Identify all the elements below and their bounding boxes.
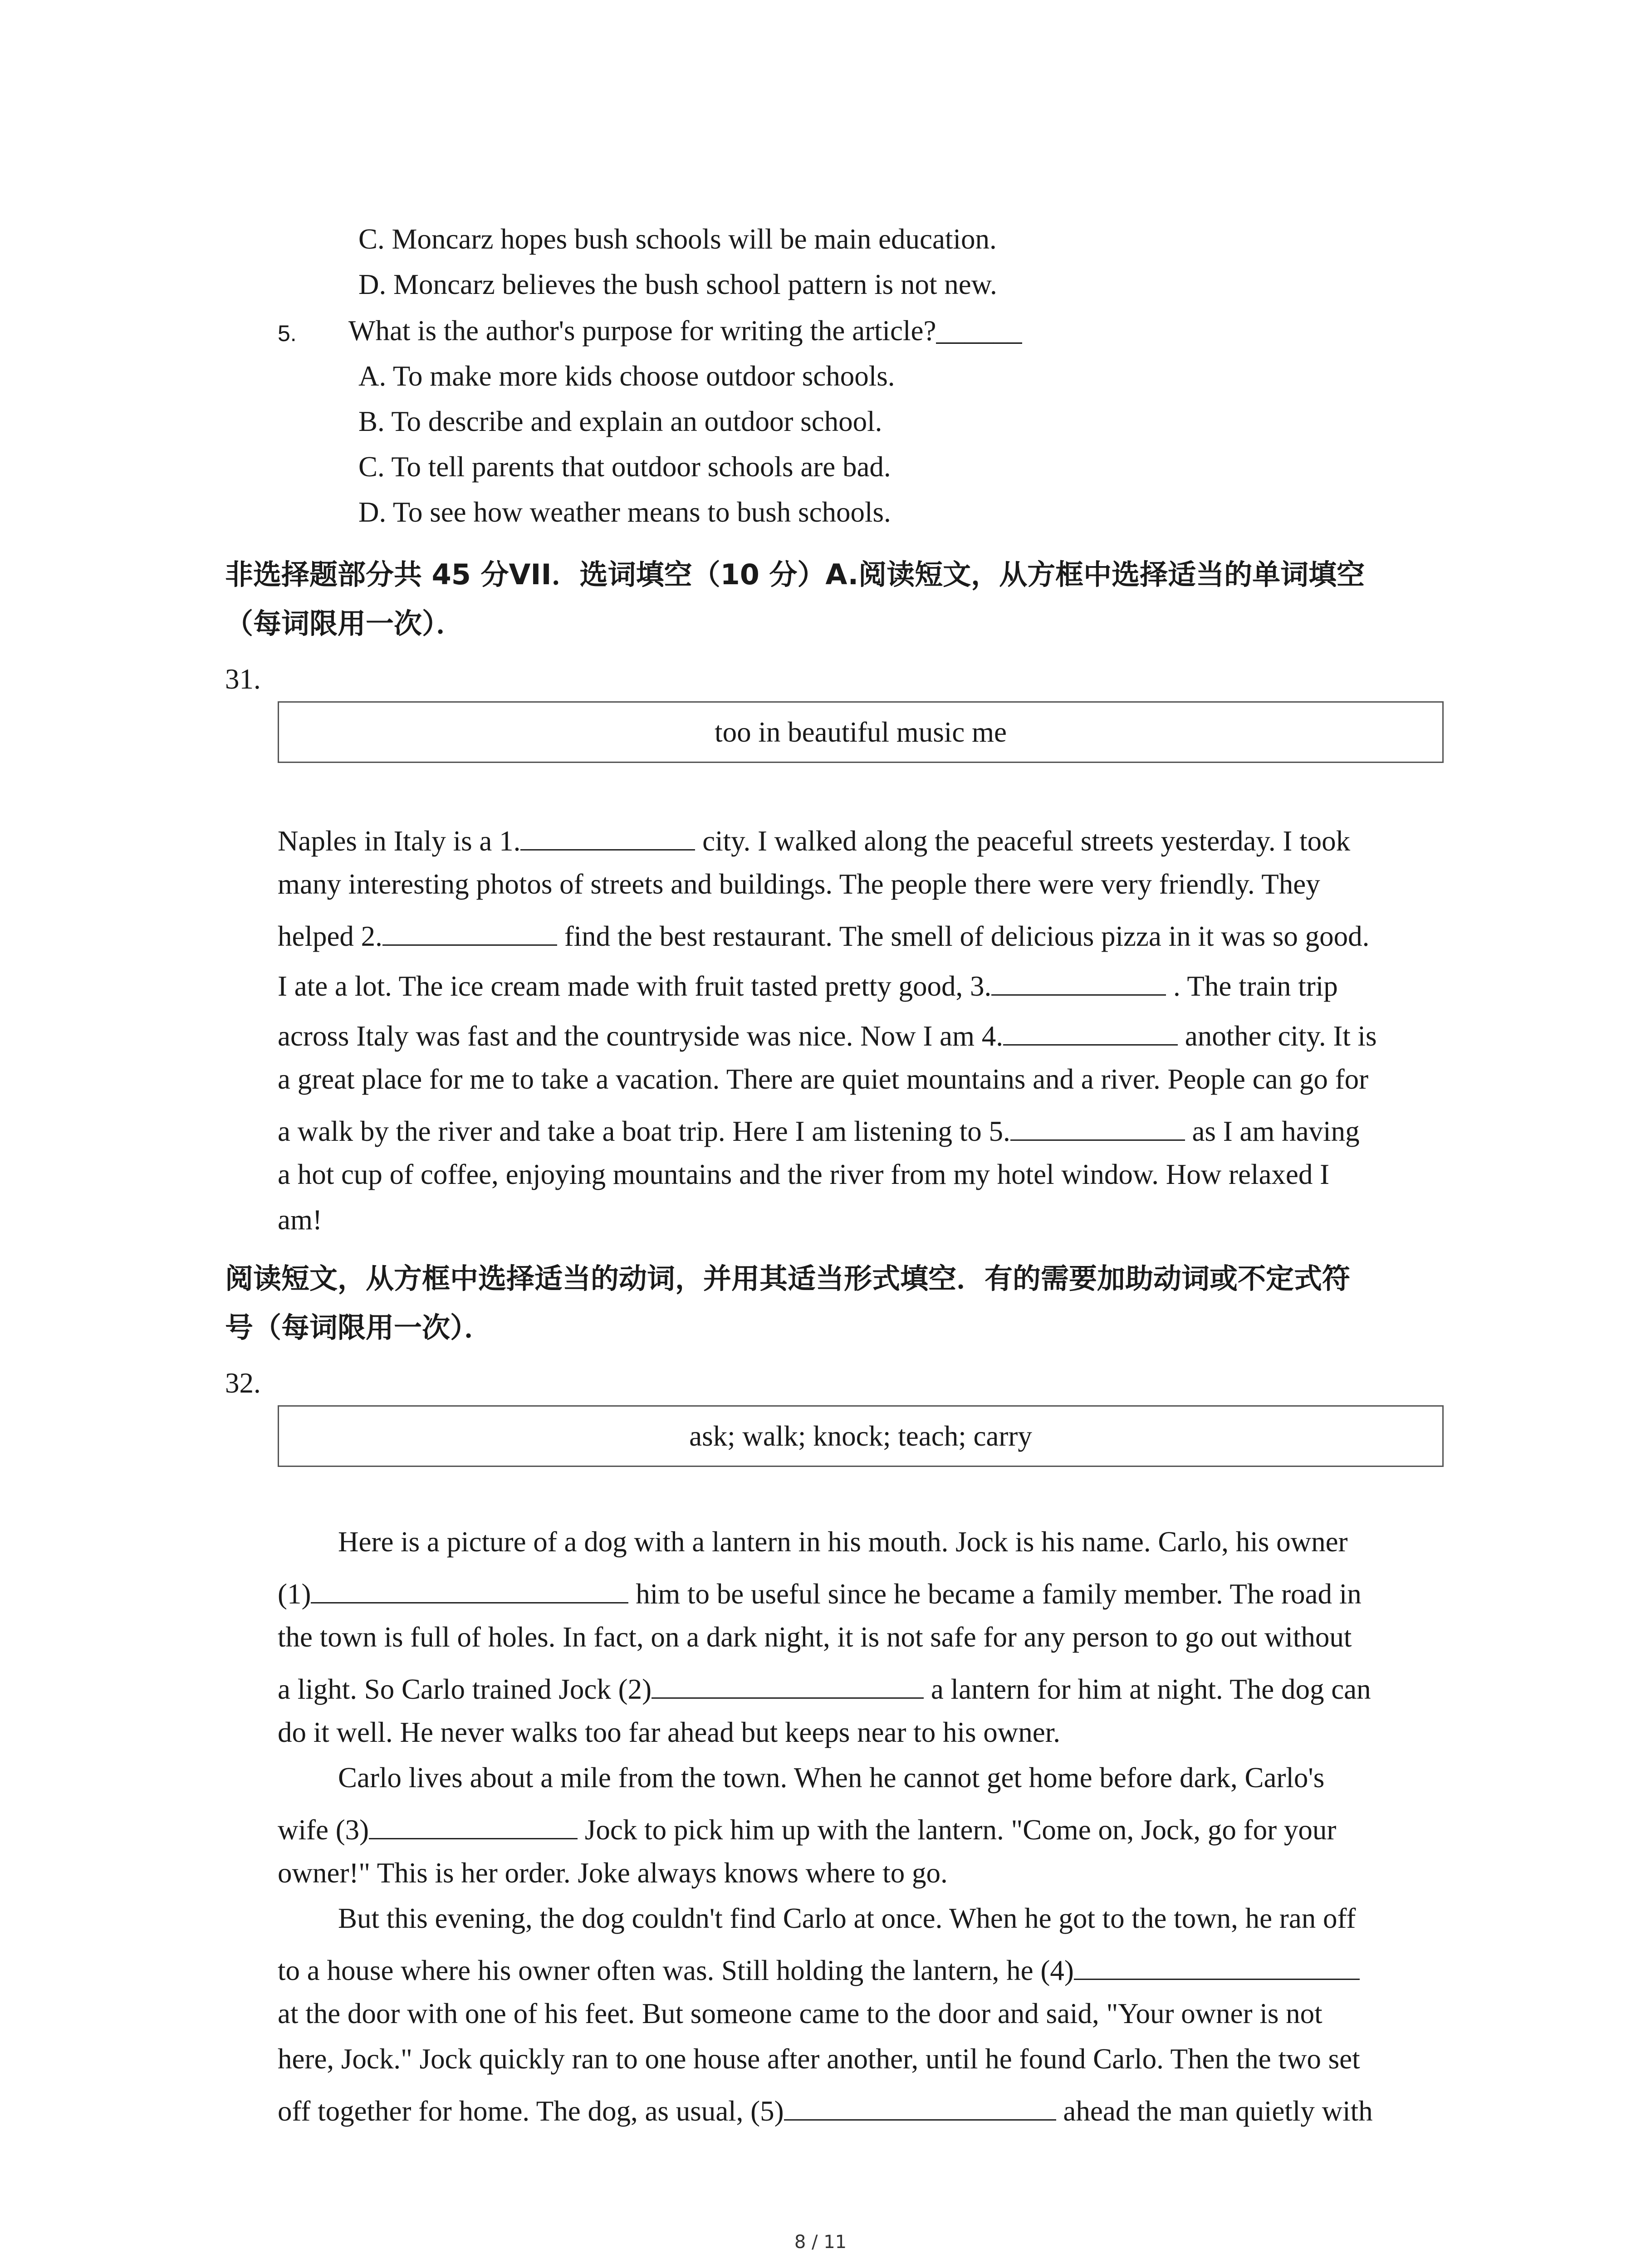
passage-b-line bbox=[278, 1813, 1336, 1844]
blank-b2[interactable] bbox=[652, 1673, 924, 1699]
q5-option-a: A. To make more kids choose outdoor schools. bbox=[358, 360, 895, 392]
passage-b-line bbox=[278, 2045, 1360, 2073]
passage-b-line bbox=[278, 1859, 948, 1887]
blank-4[interactable] bbox=[1003, 1020, 1178, 1046]
passage-b-line bbox=[278, 1578, 1362, 1608]
text-segment: off together for home. The dog, as usual, (5) bbox=[278, 2095, 784, 2127]
q4-option-c: C. Moncarz hopes bush schools will be main education. bbox=[358, 223, 997, 255]
text-segment: find the best restaurant. The smell of delicious pizza in it was so good. bbox=[557, 920, 1370, 952]
passage-b-line bbox=[278, 1673, 1371, 1704]
text-segment: a lantern for him at night. The dog can bbox=[924, 1673, 1371, 1705]
section-b-heading-2: 号（每词限用一次）． bbox=[225, 1311, 493, 1344]
question-32-number: 32. bbox=[225, 1367, 261, 1399]
text-segment: . The train trip bbox=[1166, 970, 1338, 1002]
q5-option-b: B. To describe and explain an outdoor school. bbox=[358, 406, 882, 437]
text-segment: many interesting photos of streets and buildings. The people there were very friendly. They bbox=[278, 868, 1320, 900]
text-segment: owner!" This is her order. Joke always knows where to go. bbox=[278, 1857, 948, 1889]
text-segment: another city. It is bbox=[1178, 1020, 1377, 1052]
section-b-heading-1: 阅读短文，从方框中选择适当的动词，并用其适当形式填空．有的需要加助动词或不定式符 bbox=[225, 1262, 1351, 1295]
text-segment: a great place for me to take a vacation. There are quiet mountains and a river. People can go for bbox=[278, 1063, 1369, 1095]
blank-2[interactable] bbox=[382, 920, 557, 946]
blank-b5[interactable] bbox=[784, 2095, 1056, 2121]
text-segment: Carlo lives about a mile from the town. When he cannot get home before dark, Carlo's bbox=[338, 1762, 1325, 1794]
text-segment: ahead the man quietly with bbox=[1056, 2095, 1373, 2127]
passage-b-line bbox=[278, 1623, 1352, 1652]
text-segment: do it well. He never walks too far ahead but keeps near to his owner. bbox=[278, 1716, 1060, 1748]
text-segment: him to be useful since he became a family member. The road in bbox=[628, 1578, 1362, 1610]
text-segment: the town is full of holes. In fact, on a dark night, it is not safe for any person to go out without bbox=[278, 1621, 1352, 1653]
passage-a-line bbox=[278, 1065, 1368, 1094]
passage-b-line bbox=[278, 1954, 1360, 1985]
passage-b-line bbox=[278, 2095, 1373, 2126]
text-segment: to a house where his owner often was. Still holding the lantern, he (4) bbox=[278, 1955, 1074, 1986]
word-box-32-text: ask; walk; knock; teach; carry bbox=[689, 1420, 1032, 1452]
blank-b1[interactable] bbox=[311, 1578, 628, 1603]
text-segment: helped 2. bbox=[278, 920, 382, 952]
text-segment: as I am having bbox=[1185, 1115, 1360, 1147]
passage-a-line bbox=[278, 825, 1350, 855]
text-segment: at the door with one of his feet. But someone came to the door and said, "Your owner is not bbox=[278, 1998, 1323, 2029]
passage-a-line bbox=[278, 870, 1320, 899]
passage-b-line bbox=[278, 1718, 1060, 1747]
passage-a-line bbox=[278, 1115, 1360, 1146]
text-segment: a walk by the river and take a boat trip. Here I am listening to 5. bbox=[278, 1115, 1010, 1147]
text-segment: a hot cup of coffee, enjoying mountains and the river from my hotel window. How relaxed I bbox=[278, 1158, 1330, 1190]
text-segment: (1) bbox=[278, 1578, 311, 1610]
section-a-heading-1: 非选择题部分共 45 分VII．选词填空（10 分）A.阅读短文，从方框中选择适当的单词填空 bbox=[225, 558, 1365, 591]
passage-a-line bbox=[278, 1206, 322, 1234]
text-segment: Here is a picture of a dog with a lantern in his mouth. Jock is his name. Carlo, his owner bbox=[338, 1526, 1348, 1558]
q5-option-c: C. To tell parents that outdoor schools are bad. bbox=[358, 451, 891, 483]
passage-b-line bbox=[338, 1764, 1324, 1792]
blank-5[interactable] bbox=[1010, 1115, 1185, 1141]
word-box-32 bbox=[278, 1405, 1444, 1467]
text-segment: wife (3) bbox=[278, 1814, 369, 1846]
word-box-31 bbox=[278, 701, 1444, 763]
section-a-heading-2: （每词限用一次）． bbox=[225, 607, 465, 640]
passage-a-line bbox=[278, 1020, 1377, 1051]
text-segment: a light. So Carlo trained Jock (2) bbox=[278, 1673, 652, 1705]
text-segment: Jock to pick him up with the lantern. "Come on, Jock, go for your bbox=[578, 1814, 1337, 1846]
blank-3[interactable] bbox=[991, 970, 1166, 996]
passage-b-line bbox=[338, 1528, 1348, 1556]
text-segment: Naples in Italy is a 1. bbox=[278, 825, 521, 857]
q5-text: What is the author's purpose for writing the article?______ bbox=[348, 315, 1022, 347]
passage-b-line bbox=[278, 1999, 1323, 2028]
q5-number: 5. bbox=[278, 321, 297, 346]
passage-a-line bbox=[278, 920, 1369, 951]
text-segment: am! bbox=[278, 1204, 322, 1236]
text-segment: across Italy was fast and the countryside was nice. Now I am 4. bbox=[278, 1020, 1004, 1052]
text-segment: here, Jock." Jock quickly ran to one house after another, until he found Carlo. Then the two set bbox=[278, 2043, 1360, 2075]
word-box-31-text: too in beautiful music me bbox=[715, 716, 1007, 748]
text-segment: I ate a lot. The ice cream made with fruit tasted pretty good, 3. bbox=[278, 970, 992, 1002]
q4-option-d: D. Moncarz believes the bush school pattern is not new. bbox=[358, 269, 997, 300]
q5-option-d: D. To see how weather means to bush schools. bbox=[358, 496, 891, 528]
passage-a-line bbox=[278, 970, 1338, 1001]
blank-b3[interactable] bbox=[369, 1813, 578, 1839]
text-segment: But this evening, the dog couldn't find Carlo at once. When he got to the town, he ran off bbox=[338, 1902, 1356, 1934]
question-31-number: 31. bbox=[225, 663, 261, 695]
blank-1[interactable] bbox=[520, 825, 695, 850]
page-number: 8 / 11 bbox=[794, 2232, 847, 2253]
text-segment: city. I walked along the peaceful streets yesterday. I took bbox=[695, 825, 1351, 857]
passage-a-line bbox=[278, 1160, 1329, 1189]
passage-b-line bbox=[338, 1904, 1356, 1933]
blank-b4[interactable] bbox=[1074, 1954, 1360, 1980]
